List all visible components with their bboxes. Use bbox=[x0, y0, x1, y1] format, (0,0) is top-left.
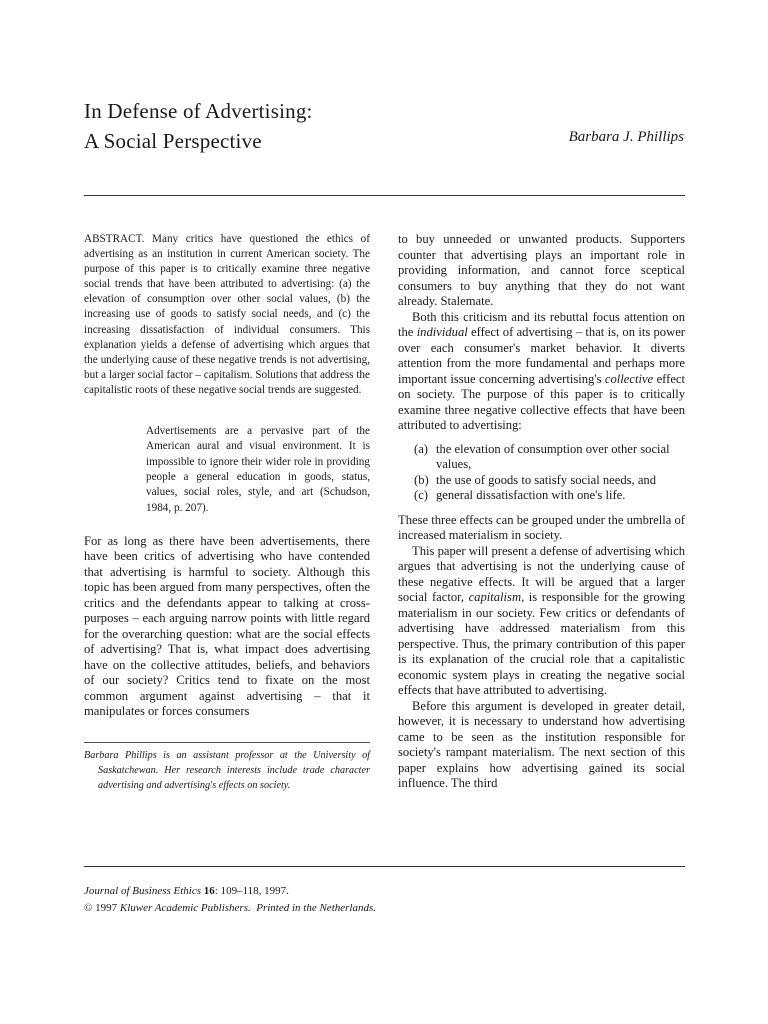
epigraph-quote: Advertisements are a pervasive part of the American aural and visual environment. It is impossible to ignore their wider role in providing people a general education in goods, status, values, social roles, style, and art (Schudson, 1984, p. 207). bbox=[146, 425, 370, 514]
author-name: Barbara J. Phillips bbox=[568, 129, 684, 145]
left-body-text bbox=[84, 534, 370, 720]
left-column bbox=[84, 232, 370, 793]
footnote-divider bbox=[84, 742, 370, 743]
outline-paragraph: Before this argument is developed in greater detail, however, it is necessary to understand how advertising came to be seen as the institution responsible for society's rampant materialism. The next section of this paper explains how advertising gained its social influence. The third bbox=[398, 698, 685, 790]
footer-divider bbox=[84, 866, 685, 867]
title-line-1: In Defense of Advertising: bbox=[84, 99, 313, 123]
list-item bbox=[398, 473, 685, 489]
journal-name: Journal of Business Ethics bbox=[84, 885, 202, 897]
journal-citation bbox=[84, 883, 376, 917]
citation-line-1 bbox=[84, 883, 376, 900]
publisher-name: Kluwer Academic Publishers. bbox=[119, 902, 251, 914]
list-item-text: the use of goods to satisfy social needs, and bbox=[436, 472, 656, 487]
header-divider bbox=[84, 195, 685, 196]
continued-paragraph: to buy unneeded or unwanted products. Supporters counter that advertising plays an important role in providing information, and cannot force sceptical consumers to buy anything that they do not want already. Stalemate. bbox=[398, 232, 685, 308]
author-footnote: Barbara Phillips is an assistant professor at the University of Saskatchewan. Her research interests include trade character advertising and advertising's effects on society. bbox=[84, 749, 370, 792]
emphasis-collective: collective bbox=[604, 371, 654, 386]
focus-paragraph-part-3: effect on society. The purpose of this paper is to critically examine three negative collective effects that have been attributed to advertising: bbox=[398, 371, 686, 432]
right-body-text bbox=[398, 232, 685, 792]
focus-paragraph bbox=[398, 310, 685, 434]
copyright-symbol: © bbox=[84, 902, 93, 914]
focus-paragraph-part-1: Both this criticism and its rebuttal focus attention on the bbox=[398, 309, 685, 339]
list-item-text: the elevation of consumption over other social values, bbox=[436, 441, 670, 471]
grouping-paragraph: These three effects can be grouped under the umbrella of increased materialism in society. bbox=[398, 512, 685, 542]
thesis-paragraph-part-2: , is responsible for the growing materialism in our society. Few critics or defendants of advertising have addressed materialism from this perspective. Thus, the primary contribution of this paper is its explanation of the crucial role that a capitalistic economic system plays in creating the negative social effects that have attributed to advertising. bbox=[398, 590, 685, 697]
list-marker: (a) bbox=[414, 441, 428, 456]
focus-paragraph-part-2: effect of advertising – that is, on its power over each consumer's market behavior. It diverts attention from the more fundamental and perhaps more important issue concerning advertising's bbox=[398, 325, 685, 386]
effects-list bbox=[398, 442, 685, 504]
abstract: ABSTRACT. Many critics have questioned the ethics of advertising as an institution in current American society. The purpose of this paper is to critically examine three negative social trends that have been attributed to advertising: (a) the elevation of consumption over other social values, (b) the increasing use of goods to satisfy social needs, and (c) the increasing dissatisfaction of individual consumers. This explanation yields a defense of advertising which argues that the underlying cause of these negative trends is not advertising, but a larger social factor – capitalism. Solutions that address the capitalistic roots of these negative social trends are suggested. bbox=[84, 233, 370, 396]
paper-title bbox=[84, 96, 313, 156]
journal-pages: : 109–118, 1997. bbox=[214, 885, 289, 897]
list-item bbox=[398, 488, 685, 504]
list-item bbox=[398, 442, 685, 473]
intro-paragraph: For as long as there have been advertisements, there have been critics of advertising who have contended that advertising is harmful to society. Although this topic has been argued from many perspectives, often the critics and the defendants appear to talking at cross-purposes – each arguing narrow points with little regard for the overarching question: what are the social effects of advertising? That is, what impact does advertising have on the collective attitudes, beliefs, and behaviors of our society? Critics tend to fixate on the most common argument against advertising – that it manipulates or forces consumers bbox=[84, 533, 370, 719]
thesis-paragraph-part-1: This paper will present a defense of advertising which argues that advertising is not the underlying cause of these negative effects. It will be argued that a larger social factor, bbox=[398, 543, 685, 604]
emphasis-individual: individual bbox=[416, 325, 468, 339]
journal-volume: 16 bbox=[203, 885, 215, 897]
title-line-2: A Social Perspective bbox=[84, 129, 262, 153]
citation-line-2 bbox=[84, 900, 376, 917]
list-marker: (c) bbox=[414, 488, 428, 502]
emphasis-capitalism: capitalism bbox=[468, 590, 522, 604]
thesis-paragraph bbox=[398, 544, 685, 699]
list-marker: (b) bbox=[414, 472, 429, 487]
list-item-text: general dissatisfaction with one's life. bbox=[436, 488, 626, 502]
copyright-year: 1997 bbox=[95, 902, 118, 914]
right-column bbox=[398, 232, 685, 792]
printed-location: Printed in the Netherlands. bbox=[256, 902, 376, 914]
